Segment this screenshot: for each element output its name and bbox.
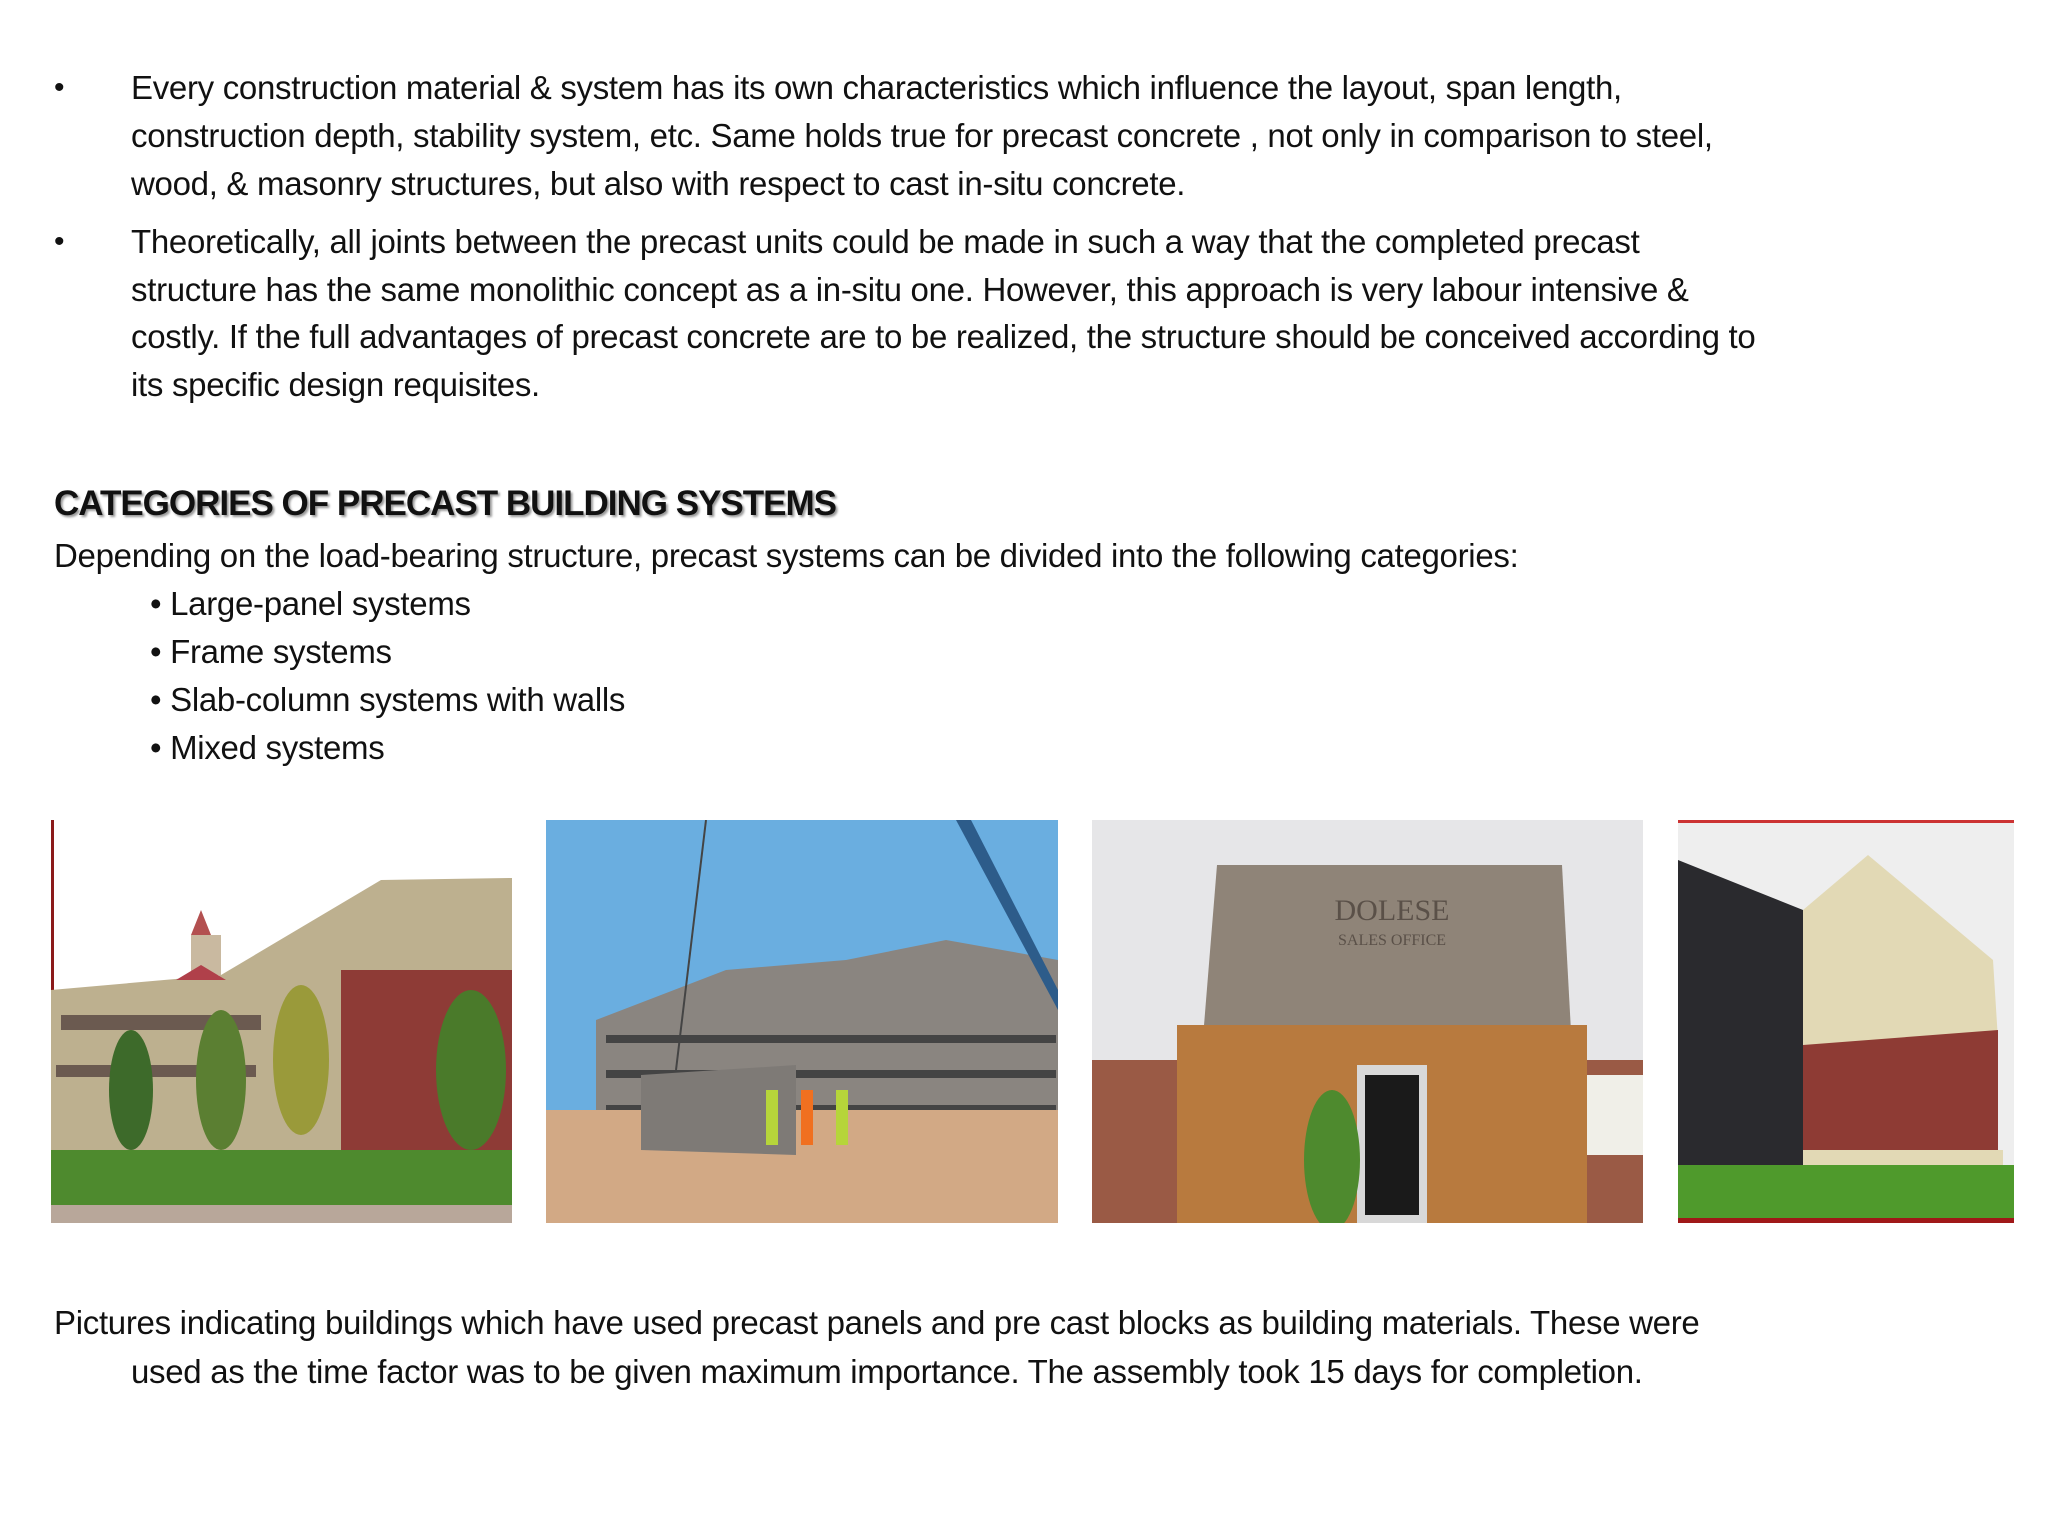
caption-line: Pictures indicating buildings which have used precast panels and pre cast blocks as building materials. These were: [54, 1304, 1700, 1341]
photo-beige-brick-building: [51, 820, 512, 1223]
bullet-1-line: Every construction material & system has its own characteristics which influence the layout, span length,: [131, 69, 1622, 106]
bullet-marker: •: [54, 71, 65, 104]
section-heading: CATEGORIES OF PRECAST BUILDING SYSTEMS: [54, 484, 836, 523]
sign-dolese: DOLESE: [1334, 894, 1450, 927]
sign-sales-office: SALES OFFICE: [1337, 932, 1447, 949]
caption-line: used as the time factor was to be given maximum importance. The assembly took 15 days for completion.: [131, 1353, 1643, 1390]
photo-precast-parking-structure: [546, 820, 1058, 1223]
category-item: • Mixed systems: [150, 729, 385, 766]
section-intro: Depending on the load-bearing structure, precast systems can be divided into the following categories:: [54, 537, 1519, 574]
photo-dolese-sales-office: [1092, 820, 1643, 1223]
bullet-2-line: its specific design requisites.: [131, 366, 540, 403]
category-item: • Large-panel systems: [150, 585, 471, 622]
bullet-1-line: construction depth, stability system, etc. Same holds true for precast concrete , not only in comparison to steel,: [131, 117, 1713, 154]
photo-curved-modern-building: [1678, 820, 2014, 1223]
bullet-1-line: wood, & masonry structures, but also with respect to cast in-situ concrete.: [131, 165, 1186, 202]
bullet-2-line: Theoretically, all joints between the precast units could be made in such a way that the completed precast: [131, 223, 1640, 260]
bullet-2-line: structure has the same monolithic concept as a in-situ one. However, this approach is very labour intensive &: [131, 271, 1689, 308]
bullet-2-line: costly. If the full advantages of precast concrete are to be realized, the structure should be conceived according to: [131, 318, 1756, 355]
bullet-marker: •: [54, 225, 65, 258]
category-item: • Slab-column systems with walls: [150, 681, 626, 718]
category-item: • Frame systems: [150, 633, 392, 670]
